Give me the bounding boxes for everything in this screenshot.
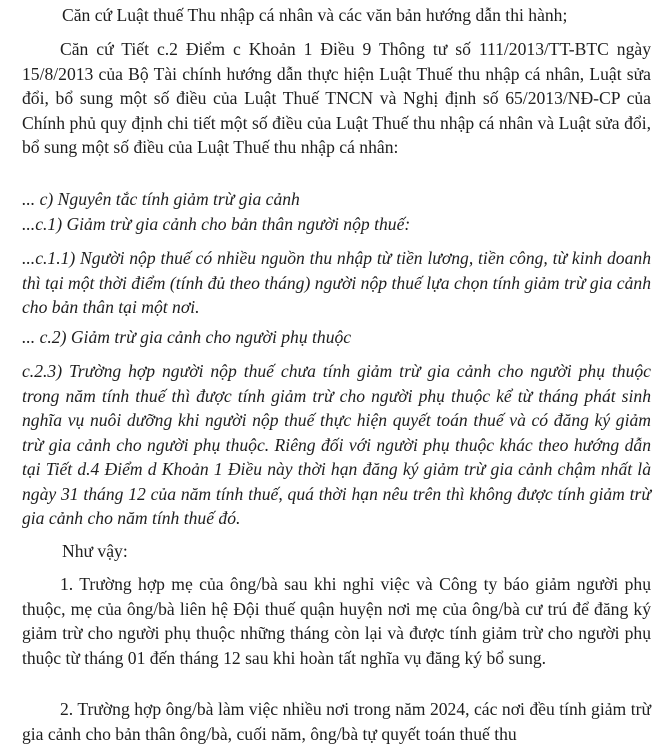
- paragraph-legal-basis-circular: Căn cứ Tiết c.2 Điểm c Khoản 1 Điều 9 Thông tư số 111/2013/TT-BTC ngày 15/8/2013 của Bộ Tài chính hướng dẫn thực hiện Luật Thuế thu nhập cá nhân, Luật sửa đổi, bổ sung một số điều của Luật Thuế TNCN và Nghị định số 65/2013/NĐ-CP của Chính phủ quy định chi tiết một số điều của Luật Thuế thu nhập cá nhân và Luật sửa đổi, bổ sung một số điều của Luật Thuế thu nhập cá nhân:: [22, 39, 651, 157]
- quote-principle-family-deduction: ... c) Nguyên tắc tính giảm trừ gia cảnh: [22, 189, 300, 209]
- quote-dependent-registration-deadline: c.2.3) Trường hợp người nộp thuế chưa tính giảm trừ gia cảnh cho người phụ thuộc trong năm tính thuế thì được tính giảm trừ cho người phụ thuộc kể từ tháng phát sinh nghĩa vụ nuôi dưỡng khi người nộp thuế thực hiện quyết toán thuế và có đăng ký giảm trừ gia cảnh cho người phụ thuộc. Riêng đối với người phụ thuộc khác theo hướng dẫn tại Tiết d.4 Điểm d Khoản 1 Điều này thời hạn đăng ký giảm trừ gia cảnh chậm nhất là ngày 31 tháng 12 của năm tính thuế, quá thời hạn nêu trên thì không được tính giảm trừ gia cảnh cho năm tính thuế đó.: [22, 361, 651, 528]
- quote-multiple-income-sources: ...c.1.1) Người nộp thuế có nhiều nguồn thu nhập từ tiền lương, tiền công, từ kinh doanh thì tại một thời điểm (tính đủ theo tháng) người nộp thuế lựa chọn tính giảm trừ gia cảnh cho bản thân tại một nơi.: [22, 248, 651, 317]
- paragraph-conclusion-heading: Như vậy:: [62, 541, 128, 561]
- quote-self-deduction: ...c.1) Giảm trừ gia cảnh cho bản thân người nộp thuế:: [22, 214, 411, 234]
- paragraph-answer-1: 1. Trường hợp mẹ của ông/bà sau khi nghỉ việc và Công ty báo giảm người phụ thuộc, mẹ của ông/bà liên hệ Đội thuế quận huyện nơi mẹ của ông/bà cư trú để đăng ký giảm trừ cho người phụ thuộc những tháng còn lại và được tính giảm trừ cho người phụ thuộc từ tháng 01 đến tháng 12 sau khi hoàn tất nghĩa vụ đăng ký bổ sung.: [22, 574, 651, 668]
- paragraph-answer-2: 2. Trường hợp ông/bà làm việc nhiều nơi trong năm 2024, các nơi đều tính giảm trừ gia cảnh cho bản thân ông/bà, cuối năm, ông/bà tự quyết toán thuế thu: [22, 699, 651, 744]
- quote-dependent-deduction: ... c.2) Giảm trừ gia cảnh cho người phụ thuộc: [22, 327, 352, 347]
- paragraph-legal-basis-pit-law: Căn cứ Luật thuế Thu nhập cá nhân và các văn bản hướng dẫn thi hành;: [62, 5, 568, 25]
